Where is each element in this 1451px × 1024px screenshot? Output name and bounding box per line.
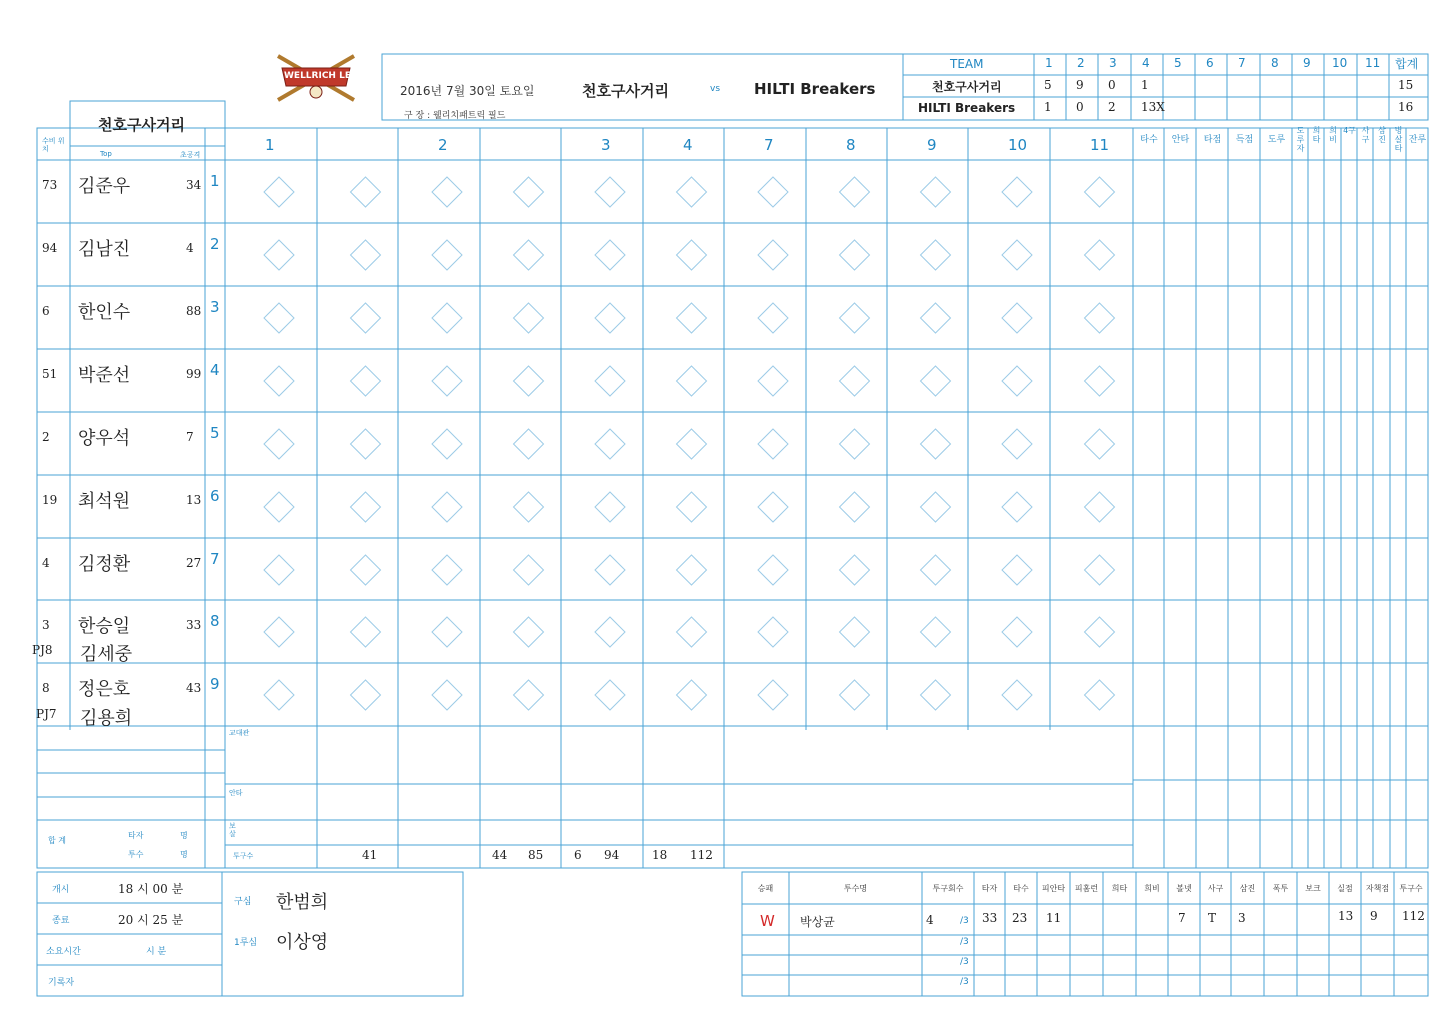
- linescore-inning-number: 4: [1142, 56, 1150, 70]
- stat-column-header: 안타: [1171, 135, 1190, 145]
- pitching-column-header: 사구: [1207, 884, 1224, 893]
- stat-column-header: 희비: [1329, 126, 1337, 144]
- base-diamond: [351, 680, 381, 710]
- base-diamond: [1002, 617, 1032, 647]
- batter-position: 2: [42, 430, 50, 444]
- pitches-label: 투구수: [233, 852, 254, 860]
- base-diamond: [1002, 680, 1032, 710]
- linescore-inning-number: 5: [1174, 56, 1182, 70]
- base-diamond: [595, 429, 625, 459]
- recorder-label: 기록자: [48, 978, 75, 988]
- inning-column-header: 2: [438, 136, 448, 154]
- base-diamond: [1002, 555, 1032, 585]
- summary-runs-label-2: 명: [180, 850, 188, 859]
- stat-column-header: 득점: [1235, 135, 1254, 145]
- base-diamond: [677, 492, 707, 522]
- base-diamond: [921, 240, 951, 270]
- base-diamond: [921, 617, 951, 647]
- base-diamond: [514, 366, 544, 396]
- inning-column-header: 10: [1008, 136, 1028, 154]
- base-diamond: [432, 492, 462, 522]
- batter-number: 99: [186, 367, 202, 381]
- inning-column-header: 4: [683, 136, 693, 154]
- summary-batters-label: 타자: [128, 831, 144, 840]
- col-position-label: 수비 위치: [42, 137, 65, 153]
- base-diamond: [1085, 303, 1115, 333]
- pitch-count-value: 112: [690, 848, 713, 862]
- sub-name-2: 김용희: [80, 708, 133, 729]
- batter-name: 김준우: [78, 176, 131, 197]
- linescore-inning-number: 1: [1045, 56, 1053, 70]
- inning-column-header: 9: [927, 136, 937, 154]
- linescore-total-cell: 16: [1398, 100, 1414, 114]
- stat-column-header: 잔루: [1408, 135, 1427, 145]
- base-diamond: [351, 492, 381, 522]
- base-diamond: [921, 366, 951, 396]
- batter-number: 88: [186, 304, 202, 318]
- home-team-title: 천호구사거리: [582, 82, 669, 100]
- batter-name: 양우석: [78, 428, 131, 449]
- base-diamond: [1085, 680, 1115, 710]
- pitcher-hbp: T: [1208, 911, 1217, 925]
- pitching-column-header: 타수: [1013, 884, 1029, 893]
- batting-order: 2: [210, 235, 220, 253]
- base-diamond: [1002, 177, 1032, 207]
- stat-column-header: 도루: [1267, 135, 1286, 145]
- batter-number: 43: [186, 681, 202, 695]
- linescore-inning-number: 9: [1303, 56, 1311, 70]
- pitching-column-header: 투구회수: [932, 884, 964, 893]
- linescore-inning-number: 2: [1077, 56, 1085, 70]
- sub-position-1: PJ8: [32, 643, 53, 657]
- hits-label: 안타: [229, 789, 243, 797]
- summary-total-label: 합 계: [48, 836, 66, 845]
- base-diamond: [1085, 240, 1115, 270]
- pitching-column-header: 투수명: [843, 884, 868, 893]
- batter-position: 3: [42, 618, 50, 632]
- base-diamond: [1002, 240, 1032, 270]
- pitching-column-header: 승패: [757, 884, 774, 893]
- base-diamond: [264, 303, 294, 333]
- base-diamond: [432, 177, 462, 207]
- base-diamond: [351, 366, 381, 396]
- base-diamond: [1002, 366, 1032, 396]
- linescore-away-team: HILTI Breakers: [918, 101, 1016, 115]
- inning-column-header: 8: [846, 136, 856, 154]
- stat-column-header: 타수: [1140, 135, 1158, 145]
- batter-position: 4: [42, 556, 50, 570]
- batter-name: 김남진: [78, 239, 131, 260]
- stat-column-header: 사구: [1361, 126, 1370, 144]
- pitching-column-header: 보크: [1305, 884, 1321, 893]
- inning-column-header: 1: [265, 136, 275, 154]
- start-value: 18 시 00 분: [118, 882, 184, 896]
- substitute-label: 교대관: [229, 729, 250, 737]
- batter-position: 19: [42, 493, 58, 507]
- inning-column-header: 7: [764, 136, 774, 154]
- linescore-inning-number: 10: [1332, 56, 1348, 70]
- base-diamond: [351, 303, 381, 333]
- linescore-score-cell: 1: [1141, 78, 1149, 92]
- col-top-label: Top: [100, 150, 112, 158]
- base-diamond: [264, 680, 294, 710]
- base-diamond: [1085, 617, 1115, 647]
- empty-frac-2: /3: [960, 957, 969, 967]
- base-diamond: [758, 680, 788, 710]
- base-diamond: [677, 555, 707, 585]
- linescore-total-cell: 15: [1398, 78, 1414, 92]
- pitch-count-value: 41: [362, 848, 378, 862]
- stat-column-header: 도루자: [1296, 126, 1305, 153]
- base-diamond: [351, 240, 381, 270]
- errors-label: 보 살: [229, 822, 236, 838]
- umpire-label: 구심: [234, 897, 252, 907]
- base-diamond: [432, 555, 462, 585]
- base-diamond: [264, 366, 294, 396]
- batter-position: 51: [42, 367, 58, 381]
- base-diamond: [351, 555, 381, 585]
- batter-number: 4: [186, 241, 194, 255]
- sub-position-2: PJ7: [36, 707, 57, 721]
- stat-column-header: 희타: [1312, 126, 1321, 144]
- base-diamond: [840, 240, 870, 270]
- linescore-inning-number: 11: [1365, 56, 1381, 70]
- base-diamond: [1085, 366, 1115, 396]
- end-label: 종료: [52, 916, 70, 926]
- base-diamond: [432, 680, 462, 710]
- base-diamond: [677, 240, 707, 270]
- base-diamond: [921, 492, 951, 522]
- batter-number: 27: [186, 556, 202, 570]
- base-diamond: [514, 177, 544, 207]
- base-diamond: [921, 555, 951, 585]
- linescore-team-label: TEAM: [950, 57, 984, 71]
- batting-order: 9: [210, 675, 220, 693]
- base-diamond: [351, 429, 381, 459]
- pitcher-walks: 7: [1178, 911, 1186, 925]
- batter-number: 33: [186, 618, 202, 632]
- base-diamond: [1002, 303, 1032, 333]
- batter-name: 한승일: [78, 616, 131, 637]
- pitching-column-header: 희타: [1111, 884, 1128, 893]
- pitching-column-header: 삼진: [1239, 884, 1256, 893]
- base-diamond: [432, 303, 462, 333]
- base-diamond: [1085, 492, 1115, 522]
- base-diamond: [514, 429, 544, 459]
- pitch-count-value: 94: [604, 848, 620, 862]
- base-diamond: [677, 680, 707, 710]
- pitching-column-header: 희비: [1144, 884, 1160, 893]
- base-diamond: [758, 366, 788, 396]
- base-diamond: [595, 680, 625, 710]
- base-diamond: [921, 429, 951, 459]
- inning-column-header: 11: [1090, 136, 1110, 154]
- base-diamond: [1002, 492, 1032, 522]
- base-diamond: [514, 617, 544, 647]
- pitcher-strikeouts: 3: [1238, 911, 1246, 925]
- batter-name: 한인수: [78, 302, 131, 323]
- linescore-inning-number: 3: [1109, 56, 1117, 70]
- base-diamond: [677, 617, 707, 647]
- start-label: 개시: [52, 885, 70, 895]
- base-diamond: [264, 429, 294, 459]
- base-diamond: [921, 680, 951, 710]
- base-diamond: [432, 617, 462, 647]
- base-diamond: [351, 617, 381, 647]
- pitcher-batters-faced: 33: [982, 911, 998, 925]
- linescore-score-cell: 0: [1108, 78, 1116, 92]
- base-diamond: [514, 492, 544, 522]
- linescore-score-cell: 1: [1044, 100, 1052, 114]
- base-diamond: [758, 303, 788, 333]
- summary-runs-label: 명: [180, 831, 188, 840]
- linescore-score-cell: 9: [1076, 78, 1084, 92]
- base-diamond: [840, 366, 870, 396]
- vs-label: vs: [710, 84, 721, 94]
- pitch-count-value: 18: [652, 848, 668, 862]
- base-diamond: [432, 366, 462, 396]
- batting-order: 1: [210, 172, 220, 190]
- base-diamond: [840, 617, 870, 647]
- base-diamond: [840, 492, 870, 522]
- away-team-title: HILTI Breakers: [754, 80, 876, 98]
- batter-number: 7: [186, 430, 194, 444]
- summary-pitcher-label: 투수: [128, 850, 144, 859]
- stat-column-header: 타점: [1203, 135, 1222, 145]
- batting-order: 5: [210, 424, 220, 442]
- linescore-score-cell: 13X: [1141, 100, 1165, 114]
- pitching-column-header: 투구수: [1399, 884, 1423, 893]
- pitcher-earned-runs: 9: [1370, 909, 1378, 923]
- base-diamond: [514, 240, 544, 270]
- batting-order: 7: [210, 550, 220, 568]
- first-base-umpire-name: 이상영: [276, 932, 329, 953]
- batter-name: 최석원: [78, 491, 131, 512]
- base-diamond: [921, 177, 951, 207]
- linescore-inning-number: 7: [1238, 56, 1246, 70]
- base-diamond: [595, 240, 625, 270]
- base-diamond: [840, 429, 870, 459]
- empty-frac-3: /3: [960, 977, 969, 987]
- batting-order: 6: [210, 487, 220, 505]
- base-diamond: [264, 177, 294, 207]
- base-diamond: [514, 303, 544, 333]
- base-diamond: [432, 240, 462, 270]
- game-date: 2016년 7월 30일 토요일: [400, 84, 535, 98]
- batter-name: 박준선: [78, 365, 131, 386]
- base-diamond: [1085, 555, 1115, 585]
- col-avg-label: 초공격: [180, 151, 201, 159]
- linescore-score-cell: 5: [1044, 78, 1052, 92]
- pitcher-name: 박상균: [800, 915, 835, 929]
- pitch-count-value: 85: [528, 848, 544, 862]
- base-diamond: [758, 429, 788, 459]
- base-diamond: [921, 303, 951, 333]
- pitcher-at-bats: 23: [1012, 911, 1028, 925]
- base-diamond: [595, 617, 625, 647]
- lineup-team-name: 천호구사거리: [98, 116, 185, 134]
- umpire-name: 한범희: [276, 892, 329, 913]
- base-diamond: [840, 680, 870, 710]
- league-logo: [268, 52, 379, 104]
- pitching-column-header: 폭투: [1272, 884, 1289, 893]
- pitching-column-header: 타자: [981, 884, 998, 893]
- pitcher-runs: 13: [1338, 909, 1354, 923]
- batter-position: 6: [42, 304, 50, 318]
- base-diamond: [758, 555, 788, 585]
- linescore-home-team: 천호구사거리: [932, 80, 1002, 94]
- batter-position: 94: [42, 241, 58, 255]
- linescore-score-cell: 0: [1076, 100, 1084, 114]
- pitcher-result: W: [760, 912, 775, 930]
- base-diamond: [840, 303, 870, 333]
- linescore-score-cell: 2: [1108, 100, 1116, 114]
- batter-number: 34: [186, 178, 202, 192]
- inning-column-header: 3: [601, 136, 611, 154]
- base-diamond: [758, 492, 788, 522]
- batter-number: 13: [186, 493, 202, 507]
- base-diamond: [758, 240, 788, 270]
- base-diamond: [351, 177, 381, 207]
- duration-label: 소요시간: [46, 947, 81, 957]
- base-diamond: [432, 429, 462, 459]
- linescore-inning-number: 8: [1271, 56, 1279, 70]
- sub-name-1: 김세중: [80, 644, 133, 665]
- venue-label: 구 장 : 웰리치패트릭 필드: [404, 111, 506, 121]
- batter-position: 73: [42, 178, 58, 192]
- base-diamond: [595, 555, 625, 585]
- base-diamond: [264, 492, 294, 522]
- base-diamond: [758, 617, 788, 647]
- linescore-total-label: 합계: [1395, 57, 1419, 71]
- base-diamond: [840, 177, 870, 207]
- base-diamond: [1002, 429, 1032, 459]
- batting-order: 3: [210, 298, 220, 316]
- pitching-column-header: 피홈런: [1074, 884, 1099, 893]
- first-base-umpire-label: 1루심: [234, 938, 258, 948]
- base-diamond: [264, 555, 294, 585]
- pitching-column-header: 실점: [1337, 884, 1353, 893]
- stat-column-header: 삼진: [1378, 126, 1386, 144]
- base-diamond: [595, 366, 625, 396]
- base-diamond: [677, 177, 707, 207]
- base-diamond: [677, 429, 707, 459]
- base-diamond: [1085, 429, 1115, 459]
- pitcher-innings-frac: /3: [960, 916, 969, 926]
- pitching-column-header: 볼넷: [1176, 884, 1192, 893]
- batting-order: 8: [210, 612, 220, 630]
- base-diamond: [264, 240, 294, 270]
- linescore-inning-number: 6: [1206, 56, 1214, 70]
- pitching-column-header: 피안타: [1041, 884, 1066, 893]
- stat-column-header: 4구: [1343, 126, 1356, 135]
- end-value: 20 시 25 분: [118, 913, 184, 927]
- base-diamond: [677, 366, 707, 396]
- base-diamond: [840, 555, 870, 585]
- pitch-count-value: 6: [574, 848, 582, 862]
- pitcher-innings: 4: [926, 913, 934, 927]
- logo-text: WELLRICH LEAGUE: [284, 71, 379, 81]
- batter-position: 8: [42, 681, 50, 695]
- base-diamond: [595, 492, 625, 522]
- batter-name: 정은호: [78, 679, 131, 700]
- base-diamond: [595, 303, 625, 333]
- base-diamond: [514, 555, 544, 585]
- duration-units: 시 분: [146, 947, 167, 957]
- empty-frac-1: /3: [960, 937, 969, 947]
- batter-name: 김정환: [78, 554, 131, 575]
- pitch-count-value: 44: [492, 848, 508, 862]
- base-diamond: [264, 617, 294, 647]
- base-diamond: [677, 303, 707, 333]
- base-diamond: [758, 177, 788, 207]
- base-diamond: [1085, 177, 1115, 207]
- base-diamond: [514, 680, 544, 710]
- pitching-column-header: 자책점: [1365, 884, 1390, 893]
- batting-order: 4: [210, 361, 220, 379]
- pitcher-hits: 11: [1046, 911, 1062, 925]
- base-diamond: [595, 177, 625, 207]
- pitcher-pitch-count: 112: [1402, 909, 1425, 923]
- stat-column-header: 병살타: [1394, 126, 1403, 153]
